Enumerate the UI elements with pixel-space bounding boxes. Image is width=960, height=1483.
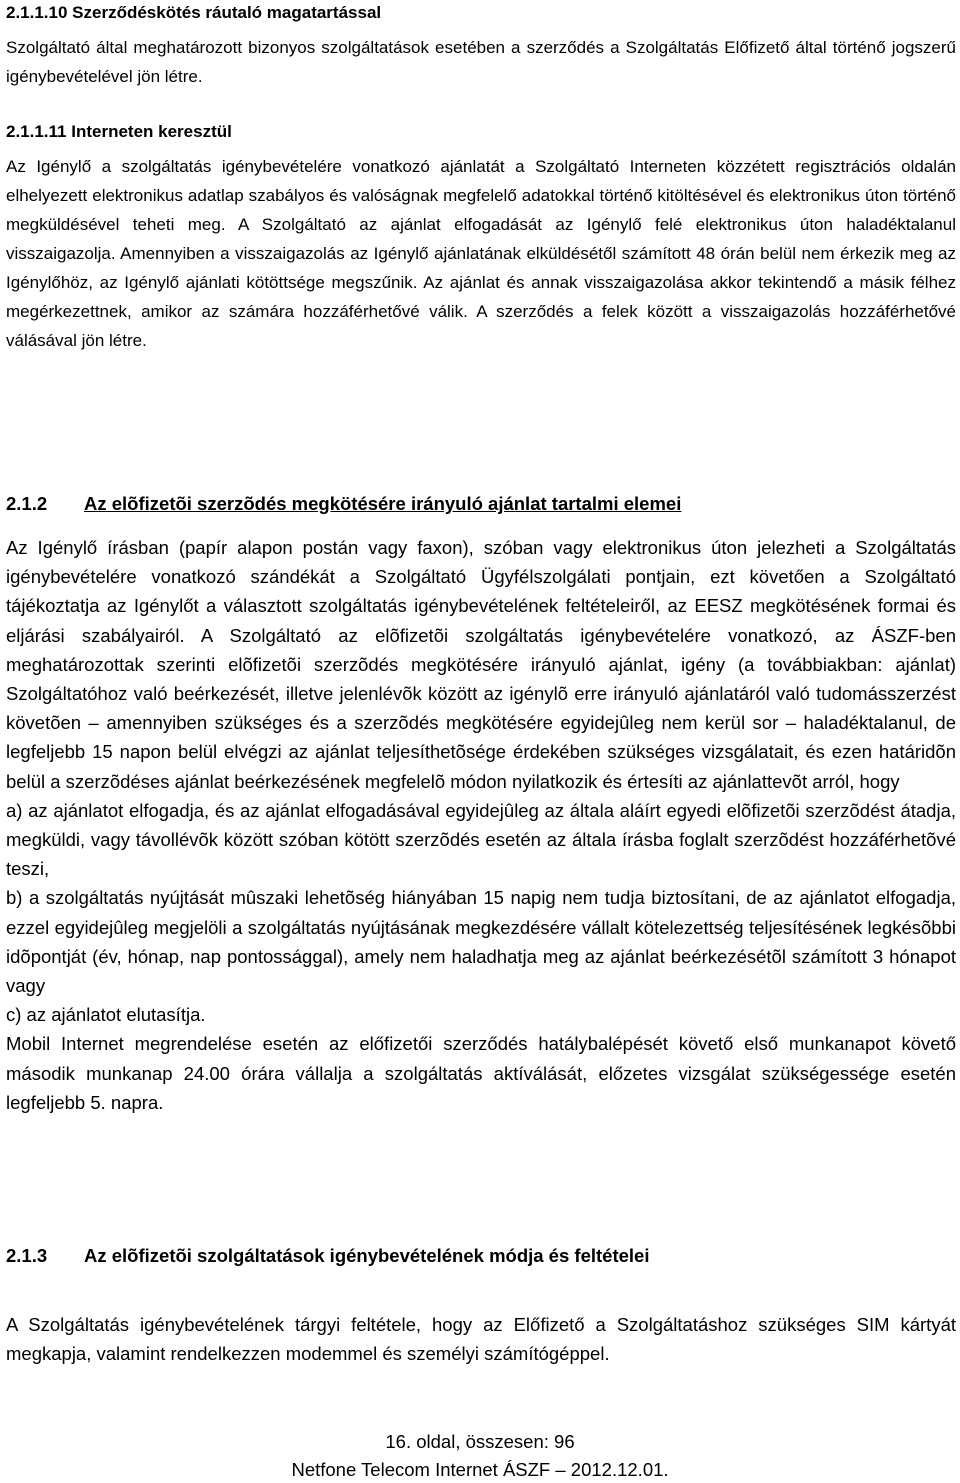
document-footer: Netfone Telecom Internet ÁSZF – 2012.12.01. — [291, 1459, 669, 1480]
section-number: 2.1.3 — [6, 1245, 48, 1266]
section-title: Az elõfizetõi szerzõdés megkötésére irányuló ajánlat tartalmi elemei — [84, 493, 682, 514]
paragraph: a) az ajánlatot elfogadja, és az ajánlat elfogadásával egyidejûleg az általa aláírt egyedi elõfizetõi szerzõdést átadja, megküldi, vagy távollévõk között szóban kötött szerzõdés esetén az általa írásba foglalt szerzõdést hozzáférhetõvé teszi, — [6, 799, 956, 880]
section-body — [6, 533, 956, 1117]
section-heading — [6, 1243, 956, 1269]
section-heading: 2.1.1.10 Szerződéskötés ráutaló magatartással — [6, 3, 382, 22]
section-body: Szolgáltató által meghatározott bizonyos szolgáltatások esetében a szerződés a Szolgáltatás Előfizető által történő jogszerű igénybevételével jön létre. — [6, 38, 956, 86]
section-2-1-1-10 — [6, 0, 956, 91]
page-number: 16. oldal, összesen: 96 — [385, 1431, 575, 1452]
section-heading: 2.1.1.11 Interneten keresztül — [6, 122, 232, 141]
section-2-1-1-11 — [6, 119, 956, 355]
section-2-1-2 — [6, 491, 956, 1117]
section-number: 2.1.2 — [6, 493, 48, 514]
paragraph: Mobil Internet megrendelése esetén az előfizetői szerződés hatálybalépését követő első munkanapot követő második munkanap 24.00 órára vállalja a szolgáltatás aktíválását, előzetes vizsgálat szükségessége esetén legfeljebb 5. napra. — [6, 1033, 956, 1113]
paragraph: Az Igénylő írásban (papír alapon postán vagy faxon), szóban vagy elektronikus úton jelezheti a Szolgáltatás igénybevételére vonatkozó szándékát a Szolgáltató Ügyfélszolgálati pontjain, ezt követően a Szolgáltató tájékoztatja az Igénylőt a választott szolgáltatás igénybevételének feltételeiről, az EESZ megkötésének formai és eljárási szabályairól. A Szolgáltató az elõfizetõi szolgáltatás igénybevételére vonatkozó, az ÁSZF-ben meghatározottak szerinti elõfizetõi szerzõdés megkötésére irányuló ajánlat, igény (a továbbiakban: ajánlat) Szolgáltatóhoz való beérkezését, illetve jelenlévõk között az igénylõ erre irányuló ajánlatáról való tudomásszerzést követõen – amennyiben szükséges és a szerzõdés megkötésére egyidejûleg nem kerül sor – haladéktalanul, de legfeljebb 15 napon belül elvégzi az ajánlat teljesíthetõsége érdekében szükséges vizsgálatait, és ezen határidõn belül a szerzõdéses ajánlat beérkezésének megfelelõ módon nyilatkozik és értesíti az ajánlattevõt arról, hogy — [6, 537, 956, 792]
section-2-1-3 — [6, 1243, 956, 1368]
section-heading — [6, 491, 956, 517]
section-body: Az Igénylő a szolgáltatás igénybevételére vonatkozó ajánlatát a Szolgáltató Interneten közzétett regisztrációs oldalán elhelyezett elektronikus adatlap szabályos és valóságnak megfelelő adatokkal történő kitöltésével és elektronikus úton történő megküldésével teheti meg. A Szolgáltató az ajánlat elfogadását az Igénylő felé elektronikus úton haladéktalanul visszaigazolja. Amennyiben a visszaigazolás az Igénylő ajánlatának elküldésétől számított 48 órán belül nem érkezik meg az Igénylőhöz, az Igénylő ajánlati kötöttsége megszűnik. Az ajánlat és annak visszaigazolása akkor tekintendő a másik félhez megérkezettnek, amikor az számára hozzáférhetővé válik. A szerződés a felek között a visszaigazolás hozzáférhetővé válásával jön létre. — [6, 157, 956, 350]
section-title: Az elõfizetõi szolgáltatások igénybevételének módja és feltételei — [84, 1245, 650, 1266]
paragraph: b) a szolgáltatás nyújtását mûszaki lehetõség hiányában 15 napig nem tudja biztosítani, de az ajánlatot elfogadja, ezzel egyidejûleg megjelöli a szolgáltatás nyújtásának megkezdésére vállalt kötelezettség teljesítésének legkésõbbi idõpontját (év, hónap, nap pontossággal), amely nem haladhatja meg az ajánlat beérkezésétõl számított 3 hónapot vagy — [6, 887, 956, 997]
paragraph: c) az ajánlatot elutasítja. — [6, 1004, 206, 1026]
section-body: A Szolgáltatás igénybevételének tárgyi feltétele, hogy az Előfizető a Szolgáltatáshoz szükséges SIM kártyát megkapja, valamint rendelkezzen modemmel és személyi számítógéppel. — [6, 1314, 956, 1365]
